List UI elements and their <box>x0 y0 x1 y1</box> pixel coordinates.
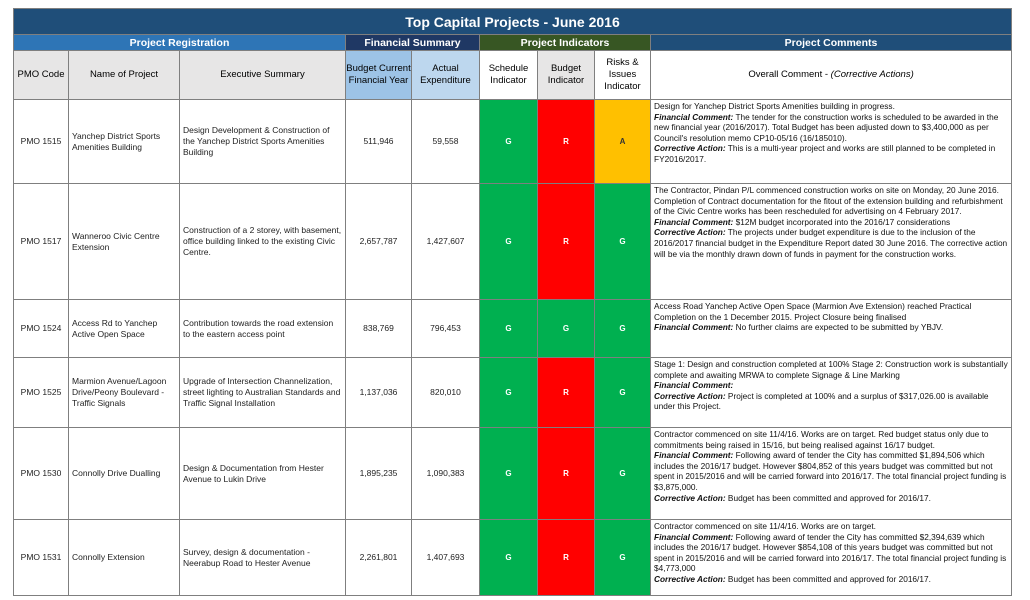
comment-label: Corrective Action: <box>654 143 726 154</box>
comment-paragraph <box>654 322 1008 333</box>
section-project-indicators: Project Indicators <box>480 35 651 51</box>
table-row <box>14 520 1012 596</box>
risks-indicator-cell: G <box>595 300 651 358</box>
comment-label: Corrective Action: <box>654 227 726 238</box>
pmo-code-cell: PMO 1530 <box>14 428 69 520</box>
overall-comment-cell <box>651 100 1012 184</box>
comment-text: Following award of tender the City has committed $2,394,639 which includes the 2016/17 budget. However $854,108 of this years budget was committed but not spent in 2015/2016 and will be carried forward into 2016/17. The total financial project funding is $4,773,000 <box>654 531 1007 574</box>
budget-indicator-cell: R <box>538 520 595 596</box>
comment-label: Financial Comment: <box>654 111 734 122</box>
table-row <box>14 300 1012 358</box>
comment-paragraph <box>654 217 1008 228</box>
comment-paragraph <box>654 574 1008 585</box>
comment-text: Budget has been committed and approved for 2016/17. <box>725 492 931 503</box>
project-rows <box>14 100 1012 596</box>
schedule-indicator-cell: G <box>480 520 538 596</box>
budget-cell: 1,137,036 <box>346 358 412 428</box>
comment-paragraph <box>654 429 1008 450</box>
comment-text: Contractor commenced on site 11/4/16. Works are on target. <box>654 521 876 531</box>
project-name-cell: Yanchep District Sports Amenities Building <box>69 100 180 184</box>
overall-comment-cell <box>651 300 1012 358</box>
comment-paragraph <box>654 101 1008 112</box>
executive-summary-cell: Design Development & Construction of the Yanchep District Sports Amenities Building <box>180 100 346 184</box>
schedule-indicator-cell: G <box>480 428 538 520</box>
comment-paragraph <box>654 185 1008 217</box>
table-row <box>14 428 1012 520</box>
pmo-code-cell: PMO 1517 <box>14 184 69 300</box>
comment-paragraph <box>654 391 1008 412</box>
pmo-code-cell: PMO 1515 <box>14 100 69 184</box>
comment-text: Following award of tender the City has committed $1,894,506 which includes the 2016/17 budget. However $804,852 of this years budget was committed but not spent in 2015/2016 and will be carried forward into 2016/17. The total financial project funding is $3,875,000. <box>654 450 1007 492</box>
budget-cell: 838,769 <box>346 300 412 358</box>
comment-text: No further claims are expected to be submitted by YBJV. <box>733 322 944 333</box>
overall-comment-cell <box>651 184 1012 300</box>
header-project-name: Name of Project <box>69 51 180 100</box>
comment-label: Financial Comment: <box>654 322 734 333</box>
actual-expenditure-cell: 1,407,693 <box>412 520 480 596</box>
executive-summary-cell: Survey, design & documentation - Neerabup Road to Hester Avenue <box>180 520 346 596</box>
header-budget-indicator: Budget Indicator <box>538 51 595 100</box>
report-title: Top Capital Projects - June 2016 <box>14 9 1012 35</box>
overall-comment-cell <box>651 428 1012 520</box>
schedule-indicator-cell: G <box>480 358 538 428</box>
project-name-cell: Connolly Extension <box>69 520 180 596</box>
pmo-code-cell: PMO 1531 <box>14 520 69 596</box>
table-row <box>14 100 1012 184</box>
comment-paragraph <box>654 521 1008 532</box>
executive-summary-cell: Upgrade of Intersection Channelization, street lighting to Australian Standards and Traffic Signal Installation <box>180 358 346 428</box>
section-financial-summary: Financial Summary <box>346 35 480 51</box>
actual-expenditure-cell: 59,558 <box>412 100 480 184</box>
budget-indicator-cell: R <box>538 184 595 300</box>
header-risks-indicator: Risks & Issues Indicator <box>595 51 651 100</box>
project-name-cell: Wanneroo Civic Centre Extension <box>69 184 180 300</box>
comment-label: Financial Comment: <box>654 216 734 227</box>
budget-cell: 511,946 <box>346 100 412 184</box>
header-overall-comment-text: Overall Comment - <box>748 69 831 80</box>
budget-indicator-cell: G <box>538 300 595 358</box>
project-name-cell: Marmion Avenue/Lagoon Drive/Peony Boulevard - Traffic Signals <box>69 358 180 428</box>
risks-indicator-cell: G <box>595 428 651 520</box>
comment-paragraph <box>654 450 1008 492</box>
table-row <box>14 184 1012 300</box>
comment-paragraph <box>654 532 1008 574</box>
report-container <box>13 8 1011 596</box>
comment-label: Financial Comment: <box>654 380 734 391</box>
actual-expenditure-cell: 820,010 <box>412 358 480 428</box>
overall-comment-cell <box>651 358 1012 428</box>
capital-projects-table <box>13 8 1012 596</box>
header-overall-comment-italic: (Corrective Actions) <box>830 69 914 80</box>
risks-indicator-cell: G <box>595 184 651 300</box>
comment-paragraph <box>654 493 1008 504</box>
executive-summary-cell: Design & Documentation from Hester Avenue to Lukin Drive <box>180 428 346 520</box>
schedule-indicator-cell: G <box>480 300 538 358</box>
header-pmo-code: PMO Code <box>14 51 69 100</box>
comment-label: Financial Comment: <box>654 450 734 461</box>
executive-summary-cell: Contribution towards the road extension to the eastern access point <box>180 300 346 358</box>
header-overall-comment <box>651 51 1012 100</box>
comment-paragraph <box>654 112 1008 144</box>
header-actual-expenditure: Actual Expenditure <box>412 51 480 100</box>
executive-summary-cell: Construction of a 2 storey, with basement, office building linked to the existing Civic Centre. <box>180 184 346 300</box>
comment-label: Corrective Action: <box>654 390 726 401</box>
budget-cell: 2,261,801 <box>346 520 412 596</box>
actual-expenditure-cell: 796,453 <box>412 300 480 358</box>
budget-cell: 1,895,235 <box>346 428 412 520</box>
header-executive-summary: Executive Summary <box>180 51 346 100</box>
comment-text: The Contractor, Pindan P/L commenced construction works on site on Monday, 20 June 2016. Completion of Contract documentation for the fitout of the extension building and refurbishment of the Civic Centre works has been rescheduled for advertising on 4 February 2017. <box>654 185 1003 217</box>
budget-cell: 2,657,787 <box>346 184 412 300</box>
comment-label: Corrective Action: <box>654 573 726 584</box>
comment-text: This is a multi-year project and works are still planned to be completed in FY2016/2017. <box>654 143 996 164</box>
budget-indicator-cell: R <box>538 428 595 520</box>
actual-expenditure-cell: 1,090,383 <box>412 428 480 520</box>
comment-text: $12M budget incorporated into the 2016/17 considerations <box>733 216 951 227</box>
comment-paragraph <box>654 227 1008 259</box>
table-row <box>14 358 1012 428</box>
risks-indicator-cell: A <box>595 100 651 184</box>
comment-text: Design for Yanchep District Sports Amenities building in progress. <box>654 101 895 111</box>
comment-text: Stage 1: Design and construction completed at 100% Stage 2: Construction work is substantially complete and awaiting MRWA to complete Signage & Line Marking <box>654 359 1008 380</box>
overall-comment-cell <box>651 520 1012 596</box>
actual-expenditure-cell: 1,427,607 <box>412 184 480 300</box>
header-schedule-indicator: Schedule Indicator <box>480 51 538 100</box>
comment-text: The tender for the construction works is scheduled to be awarded in the new financial year (2016/2017). Total Budget has been adjusted down to $3,400,000 as per Council's resolution memo CP10-05/16 (16/185010). <box>654 111 999 143</box>
section-project-registration: Project Registration <box>14 35 346 51</box>
section-project-comments: Project Comments <box>651 35 1012 51</box>
comment-label: Corrective Action: <box>654 492 726 503</box>
comment-text: Budget has been committed and approved for 2016/17. <box>725 573 931 584</box>
pmo-code-cell: PMO 1525 <box>14 358 69 428</box>
comment-paragraph <box>654 380 1008 391</box>
comment-text: Contractor commenced on site 11/4/16. Works are on target. Red budget status only due to commitments being raised in 15/16, but being realised against 16/17 budget. <box>654 429 989 450</box>
budget-indicator-cell: R <box>538 100 595 184</box>
risks-indicator-cell: G <box>595 520 651 596</box>
schedule-indicator-cell: G <box>480 100 538 184</box>
comment-label: Financial Comment: <box>654 531 734 542</box>
pmo-code-cell: PMO 1524 <box>14 300 69 358</box>
risks-indicator-cell: G <box>595 358 651 428</box>
budget-indicator-cell: R <box>538 358 595 428</box>
project-name-cell: Access Rd to Yanchep Active Open Space <box>69 300 180 358</box>
comment-text: Access Road Yanchep Active Open Space (Marmion Ave Extension) reached Practical Completion on the 1 December 2015. Project Closure being finalised <box>654 301 972 322</box>
comment-text: The projects under budget expenditure is due to the inclusion of the 2016/2017 financial budget in the Expenditure Report dated 30 June 2016. The corrective action will be via the monthly drawn down of funds in payment for the construction works. <box>654 227 1008 259</box>
comment-text: Project is completed at 100% and a surplus of $317,026.00 is available under this Project. <box>654 390 989 412</box>
comment-paragraph <box>654 359 1008 380</box>
project-name-cell: Connolly Drive Dualling <box>69 428 180 520</box>
comment-paragraph <box>654 143 1008 164</box>
schedule-indicator-cell: G <box>480 184 538 300</box>
comment-paragraph <box>654 301 1008 322</box>
header-budget-current: Budget Current Financial Year <box>346 51 412 100</box>
